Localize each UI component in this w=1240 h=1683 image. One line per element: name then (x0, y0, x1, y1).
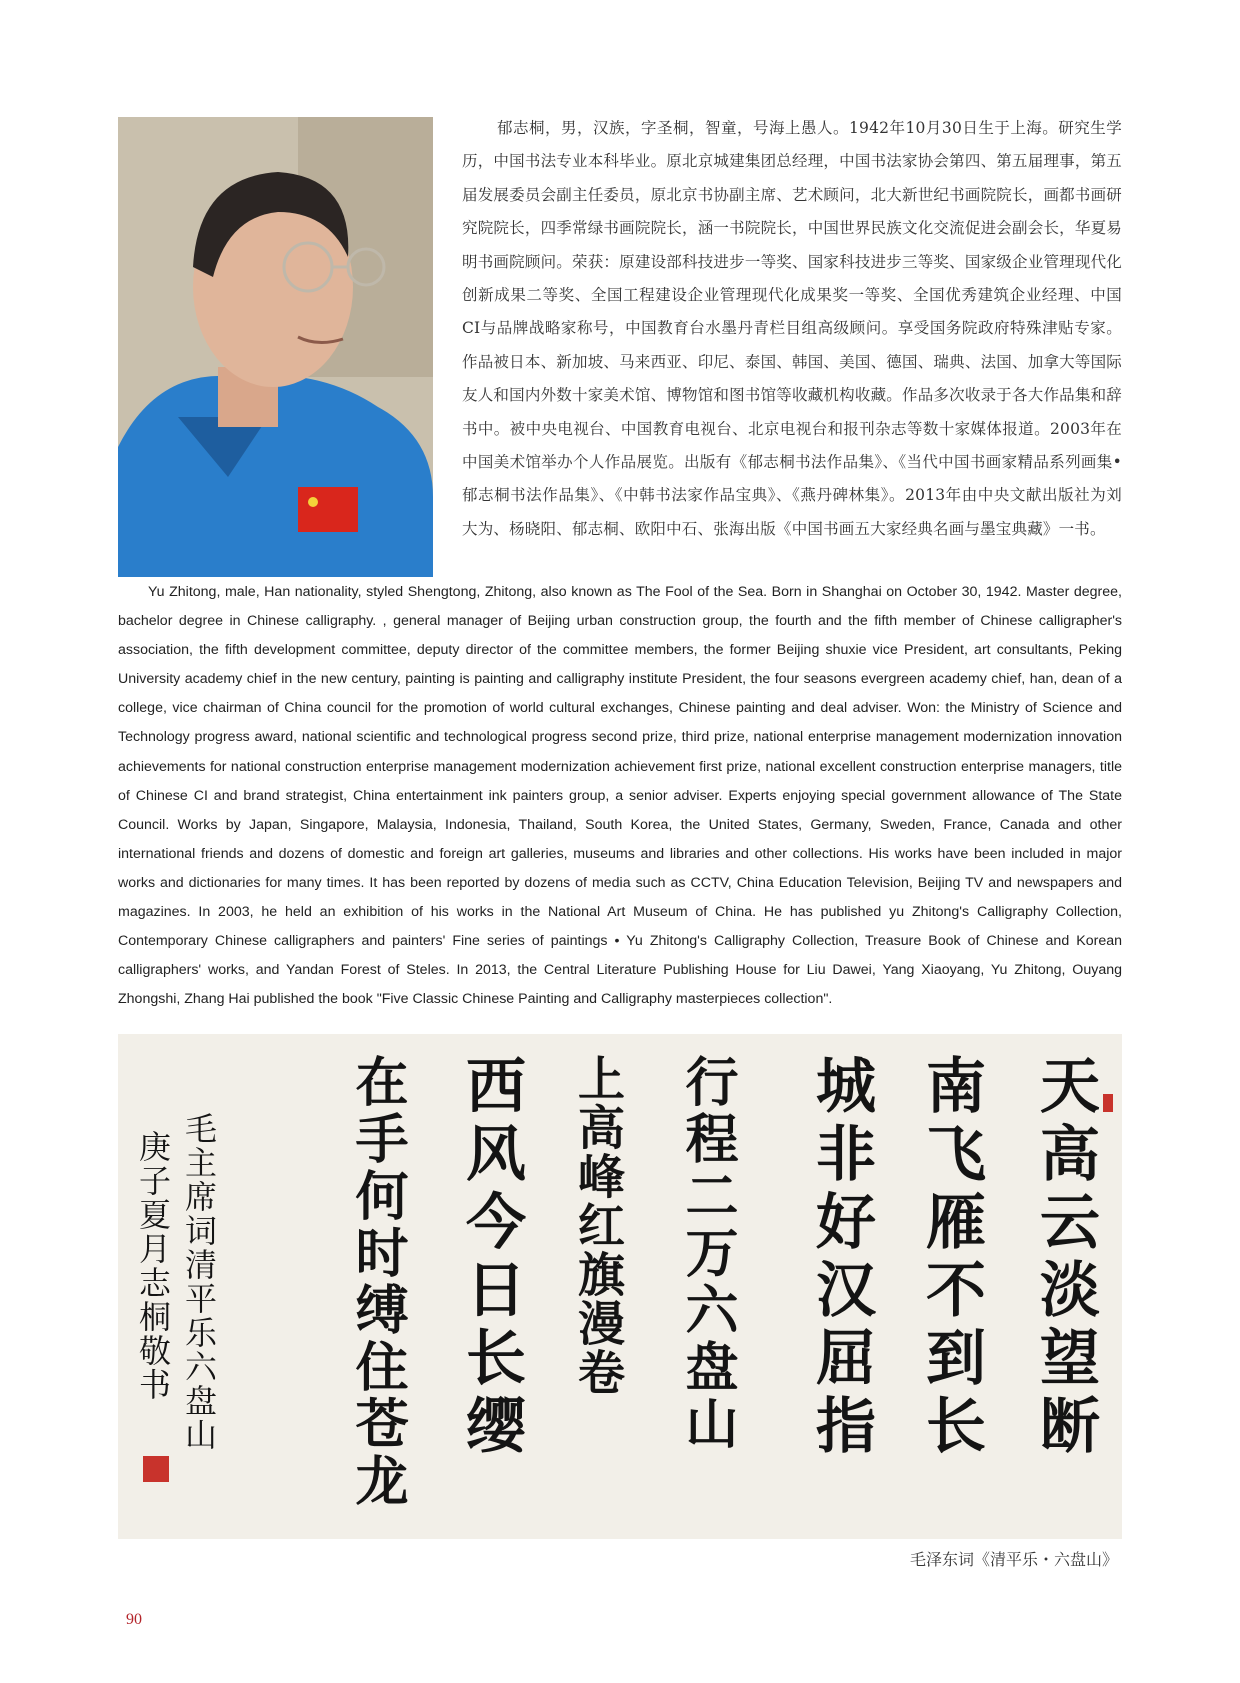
chinese-biography: 郁志桐，男，汉族，字圣桐，智童，号海上愚人。1942年10月30日生于上海。研究生学历，中国书法专业本科毕业。原北京城建集团总经理，中国书法家协会第四、第五届理事，第五届发展委员会副主任委员，原北京书协副主席、艺术顾问，北大新世纪书画院院长，画都书画研究院院长，四季常绿书画院院长，涵一书院院长，中国世界民族文化交流促进会副会长，华夏易明书画院顾问。荣获：原建设部科技进步一等奖、国家科技进步三等奖、国家级企业管理现代化创新成果二等奖、全国工程建设企业管理现代化成果奖一等奖、全国优秀建筑企业经理、中国CI与品牌战略家称号，中国教育台水墨丹青栏目组高级顾问。享受国务院政府特殊津贴专家。作品被日本、新加坡、马来西亚、印尼、泰国、韩国、美国、德国、瑞典、法国、加拿大等国际友人和国内外数十家美术馆、博物馆和图书馆等收藏机构收藏。作品多次收录于各大作品集和辞书中。被中央电视台、中国教育电视台、北京电视台和报刊杂志等数十家媒体报道。2003年在中国美术馆举办个人作品展览。出版有《郁志桐书法作品集》、《当代中国书画家精品系列画集•郁志桐书法作品集》、《中韩书法家作品宝典》、《燕丹碑林集》。2013年由中央文献出版社为刘大为、杨晓阳、郁志桐、欧阳中石、张海出版《中国书画五大家经典名画与墨宝典藏》一书。 (462, 119, 1122, 538)
calligraphy-artwork (118, 1034, 1122, 1539)
english-biography: Yu Zhitong, male, Han nationality, styled Shengtong, Zhitong, also known as The Fool of the Sea. Born in Shanghai on October 30, 1942. Master degree, bachelor degree in Chinese calligraphy. , general manager of Beijing urban construction group, the fourth and the fifth member of Chinese calligrapher's association, the fifth development committee, deputy director of the committee members, the former Beijing shuxie vice President, art consultants, Peking University academy chief in the new century, painting is painting and calligraphy institute President, the four seasons evergreen academy chief, han, dean of a college, vice chairman of China council for the promotion of world cultural exchanges, Chinese painting and deal adviser. Won: the Ministry of Science and Technology progress award, national scientific and technological progress second prize, third prize, national enterprise management modernization innovation achievements for national construction enterprise management modernization achievement first prize, national excellent construction enterprise managers, title of Chinese CI and brand strategist, China entertainment ink painters group, a senior adviser. Experts enjoying special government allowance of The State Council. Works by Japan, Singapore, Malaysia, Indonesia, Thailand, South Korea, the United States, Germany, Sweden, France, Canada and other international friends and dozens of domestic and foreign art galleries, museums and libraries and other collections. His works have been included in major works and dictionaries for many times. It has been reported by dozens of media such as CCTV, China Education Television, Beijing TV and newspapers and magazines. In 2003, he held an exhibition of his works in the National Art Museum of China. He has published yu Zhitong's Calligraphy Collection, Contemporary Chinese calligraphers and painters' Fine series of paintings • Yu Zhitong's Calligraphy Collection, Treasure Book of Chinese and Korean calligraphers' works, and Yandan Forest of Steles. In 2013, the Central Literature Publishing House for Liu Dawei, Yang Xiaoyang, Yu Zhitong, Ouyang Zhongshi, Zhang Hai published the book "Five Classic Chinese Painting and Calligraphy masterpieces collection". (118, 584, 1122, 1008)
page-number: 90 (126, 1611, 142, 1628)
artist-seal-icon (143, 1456, 169, 1482)
poem-column-6: 西风今日长缨 (456, 1054, 526, 1462)
inscription-column-1: 毛主席词清平乐六盘山 (180, 1112, 218, 1452)
seal-icon (1103, 1094, 1113, 1112)
poem-column-3: 城非好汉屈指 (806, 1054, 876, 1462)
portrait-photo (118, 117, 433, 577)
artwork-caption: 毛泽东词《清平乐・六盘山》 (909, 1550, 1118, 1569)
poem-column-4: 行程二万六盘山 (677, 1054, 739, 1453)
portrait-icon (118, 117, 433, 577)
poem-column-5: 上高峰红旗漫卷 (570, 1054, 625, 1397)
poem-column-2: 南飞雁不到长 (916, 1054, 986, 1462)
poem-column-7: 在手何时缚住苍龙 (347, 1054, 409, 1510)
poem-column-1: 天高云淡望断 (1030, 1054, 1100, 1462)
inscription-column-2: 庚子夏月志桐敬书 (134, 1130, 172, 1402)
